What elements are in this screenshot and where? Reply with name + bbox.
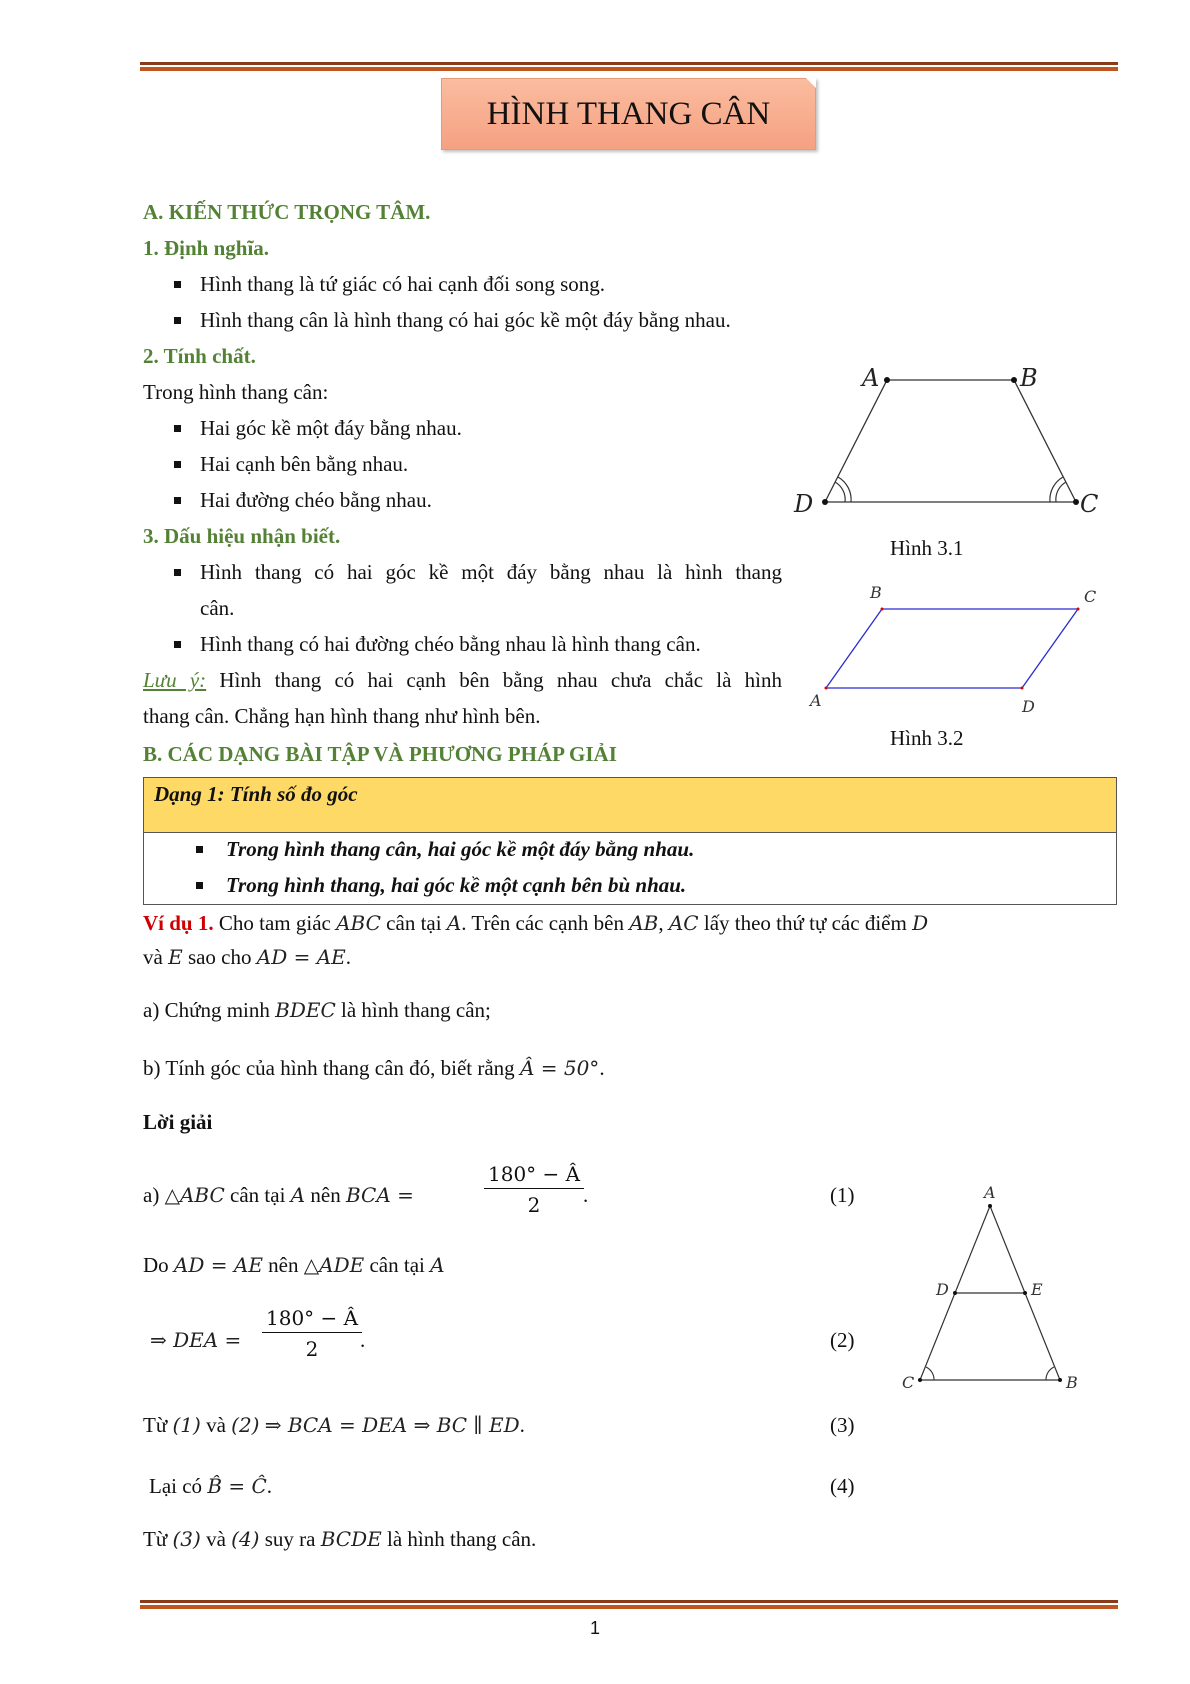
math: (2) (231, 1413, 260, 1437)
vertex-label: B (1066, 1373, 1078, 1392)
note-text: Hình thang có hai cạnh bên bằng nhau chưa chắc là hình (206, 668, 782, 692)
solution-line-5 (149, 1474, 272, 1498)
bullet (174, 317, 181, 324)
sign-item: Hình thang có hai đường chéo bằng nhau là hình thang cân. (200, 632, 701, 656)
text: . (599, 1056, 605, 1080)
math: B̂ = Ĉ (207, 1474, 267, 1498)
math: BCA = (345, 1183, 414, 1207)
text: nên (262, 1253, 304, 1277)
solution-line-3 (150, 1328, 241, 1352)
math: Â = 50° (519, 1056, 600, 1080)
definition-item: Hình thang là tứ giác có hai cạnh đối song song. (200, 272, 606, 296)
text: và (200, 1413, 232, 1437)
vertex-label: A (984, 1183, 996, 1202)
vertex-label: E (1031, 1280, 1043, 1299)
math: BDEC (275, 998, 336, 1022)
equation-tag: (4) (830, 1474, 855, 1498)
bullet (174, 461, 181, 468)
vertex-label: B (870, 583, 882, 602)
fraction-numerator: 180° − Â (484, 1162, 584, 1189)
text: suy ra (259, 1527, 321, 1551)
figure-triangle-abc (870, 1180, 1100, 1410)
text: là hình thang cân. (381, 1527, 537, 1551)
fraction-numerator: 180° − Â (262, 1306, 362, 1333)
property-item: Hai cạnh bên bằng nhau. (200, 452, 409, 476)
bullet (174, 425, 181, 432)
definition-item: Hình thang cân là hình thang có hai góc kề một đáy bằng nhau. (200, 308, 731, 332)
figure-3-1-caption: Hình 3.1 (890, 536, 964, 560)
math: AD = AE (256, 945, 346, 969)
math: AC (668, 911, 699, 935)
figure-3-2-caption: Hình 3.2 (890, 726, 964, 750)
method-item: Trong hình thang cân, hai góc kề một đáy bằng nhau. (226, 837, 695, 861)
definition-heading: 1. Định nghĩa. (143, 236, 270, 260)
text: cân tại (224, 1183, 291, 1207)
text: Lại có (149, 1474, 208, 1498)
math: A (430, 1253, 445, 1277)
page-title (441, 78, 816, 150)
bullet (174, 569, 181, 576)
solution-heading: Lời giải (143, 1110, 213, 1134)
math: E (168, 945, 183, 969)
note-label: Lưu ý: (143, 668, 207, 692)
math: (3) (172, 1527, 201, 1551)
sign-item: Hình thang có hai góc kề một đáy bằng nhau là hình thang (200, 560, 782, 584)
vertex-label: C (1084, 587, 1097, 606)
property-item: Hai đường chéo bằng nhau. (200, 488, 432, 512)
text: và (200, 1527, 232, 1551)
figure-3-1-isosceles-trapezoid (790, 362, 1110, 522)
method-item: Trong hình thang, hai góc kề một cạnh bên bù nhau. (226, 873, 687, 897)
period: . (360, 1328, 366, 1352)
example-label: Ví dụ 1. (143, 911, 214, 935)
text: . Trên các cạnh bên (461, 911, 630, 935)
text: là hình thang cân; (335, 998, 491, 1022)
fraction-1 (484, 1162, 584, 1217)
math: ⇒ DEA = (150, 1328, 242, 1352)
math: (1) (172, 1413, 201, 1437)
text: cân tại (380, 911, 447, 935)
solution-line-2 (143, 1253, 445, 1277)
text: a) Chứng minh (143, 998, 276, 1022)
text: Do (143, 1253, 174, 1277)
math: △ABC (164, 1183, 225, 1207)
example-line-2 (143, 945, 351, 969)
property-intro: Trong hình thang cân: (143, 380, 329, 404)
vertex-label: A (810, 691, 822, 710)
fraction-denominator: 2 (305, 1337, 319, 1361)
period: . (583, 1183, 589, 1207)
equation-tag: (3) (830, 1413, 855, 1437)
solution-line-6 (143, 1527, 536, 1551)
bullet (196, 846, 203, 853)
bullet (174, 641, 181, 648)
text: , (658, 911, 664, 935)
solution-line-1 (143, 1183, 414, 1207)
math: ABC (336, 911, 381, 935)
math: △ADE (303, 1253, 365, 1277)
note-line (143, 668, 782, 692)
fraction-2 (262, 1306, 362, 1361)
header-rule (140, 62, 1118, 71)
text: lấy theo thứ tự các điểm (698, 911, 913, 935)
example-part-a (143, 998, 491, 1022)
method-heading: Dạng 1: Tính số đo góc (154, 782, 358, 806)
property-heading: 2. Tính chất. (143, 344, 256, 368)
vertex-label: D (936, 1280, 949, 1299)
math: A (290, 1183, 306, 1207)
vertex-label: A (862, 364, 880, 392)
equation-tag: (2) (830, 1328, 855, 1352)
text: Từ (143, 1413, 173, 1437)
math: D (912, 911, 929, 935)
example-line-1 (143, 911, 1113, 935)
fraction-denominator: 2 (527, 1193, 541, 1217)
math: (4) (231, 1527, 260, 1551)
equation-tag: (1) (830, 1183, 855, 1207)
vertex-label: D (794, 490, 814, 518)
footer-rule (140, 1600, 1118, 1609)
page-title-text: HÌNH THANG CÂN (486, 95, 771, 132)
property-item: Hai góc kề một đáy bằng nhau. (200, 416, 462, 440)
vertex-label: D (1022, 697, 1035, 716)
vertex-label: C (902, 1373, 915, 1392)
section-a-heading: A. KIẾN THỨC TRỌNG TÂM. (143, 200, 431, 224)
text: và (143, 945, 169, 969)
sign-item-continuation: cân. (200, 596, 235, 620)
text: . (519, 1413, 525, 1437)
text: Từ (143, 1527, 173, 1551)
math: A (446, 911, 462, 935)
section-b-heading: B. CÁC DẠNG BÀI TẬP VÀ PHƯƠNG PHÁP GIẢI (143, 742, 617, 766)
text: . (266, 1474, 273, 1498)
vertex-label: B (1020, 364, 1038, 392)
bullet (196, 882, 203, 889)
text: . (345, 945, 352, 969)
example-part-b (143, 1056, 605, 1080)
method-box (143, 777, 1117, 905)
text: Cho tam giác (213, 911, 337, 935)
math: AB (629, 911, 659, 935)
text: b) Tính góc của hình thang cân đó, biết rằng (143, 1056, 520, 1080)
text: sao cho (182, 945, 257, 969)
text: nên (305, 1183, 346, 1207)
method-box-header (144, 778, 1116, 833)
figure-3-2-parallelogram (800, 580, 1110, 720)
math: BCDE (320, 1527, 382, 1551)
bullet (174, 281, 181, 288)
math: AD = AE (173, 1253, 263, 1277)
note-line-2: thang cân. Chẳng hạn hình thang như hình bên. (143, 704, 541, 728)
page-number: 1 (589, 1618, 600, 1638)
vertex-label: C (1080, 490, 1099, 518)
sign-heading: 3. Dấu hiệu nhận biết. (143, 524, 341, 548)
math: ⇒ BCA = DEA ⇒ BC ∥ ED (264, 1413, 520, 1437)
bullet (174, 497, 181, 504)
text: cân tại (364, 1253, 431, 1277)
text: a) (143, 1183, 165, 1207)
solution-line-4 (143, 1413, 525, 1437)
